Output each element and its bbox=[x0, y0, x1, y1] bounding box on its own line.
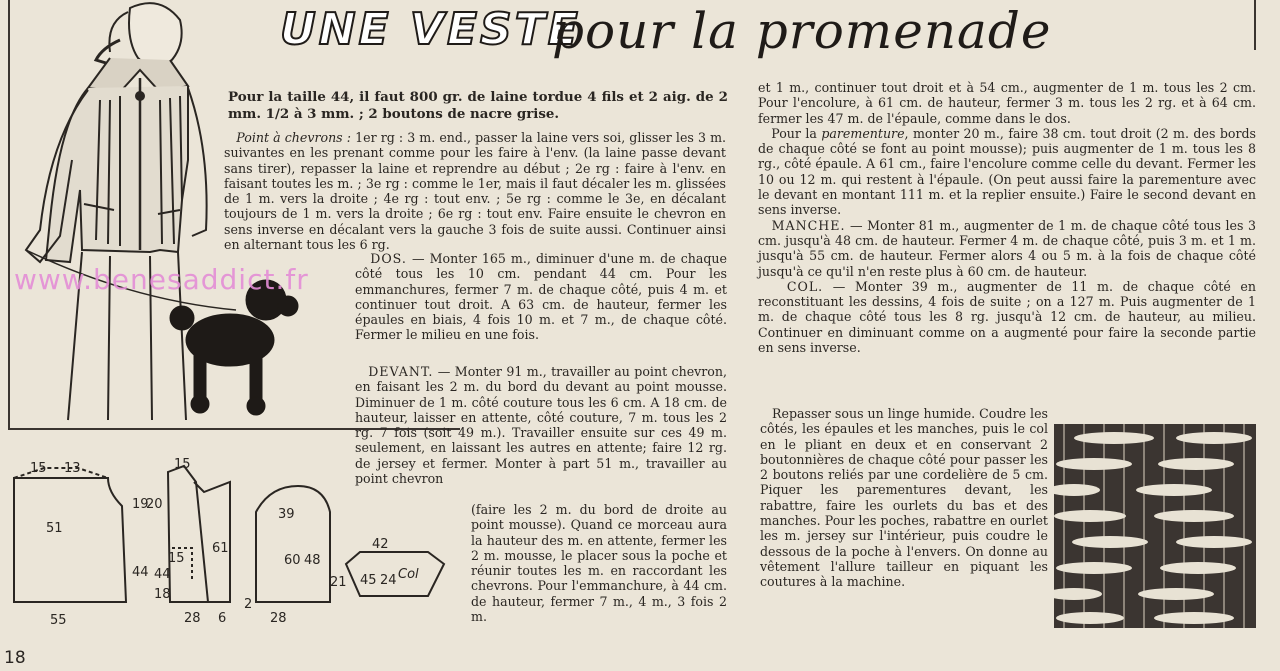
devant-dim-top: 15 bbox=[174, 457, 191, 472]
dos-dim-arm: 19 bbox=[132, 497, 149, 512]
title-pour-la-promenade: pour la promenade bbox=[552, 2, 1052, 60]
page-number: 18 bbox=[4, 648, 26, 668]
finishing-text: Repasser sous un linge humide. Coudre les côtés, les épaules et les manches, puis le col en le pliant en deux et en conservant 2 boutonnières de chaque côté pour passer les 2 boutons reliés par une cordelière de 5 cm. Piquer les parementures devant, les rabattre, faire les ourlets du bas et des manches. Pour les poches, rabattre en ourlet les m. jersey sur l'intérieur, puis coudre le dessous de la poche à l'envers. On donne au vêtement l'allure tailleur en piquant les coutures à la machine. bbox=[760, 406, 1048, 590]
devant-text: — Monter 91 m., travailler au point chevron, en faisant les 2 m. du bord du devant au point mousse. Diminuer de 1 m. côté couture tous les 6 cm. A 18 cm. de hauteur, laisser en attente, côté couture, 7 m. tous les 2 rg. 7 fois (soit 49 m.). Travailler ensuite sur ces 49 m. seulement, en laissant les autres en attente; faire 12 rg. de jersey et fermer. Monter à part 51 m., travailler au point chevron bbox=[355, 364, 727, 487]
title-une-veste: UNE VESTE bbox=[280, 4, 581, 55]
chevron-text: 1er rg : 3 m. end., passer la laine vers soi, glisser les 3 m. suivantes en les prenant comme pour les faire à l'env. (la laine passe devant sans tirer), repasser la laine et reprendre au début ; 2e rg : faire à l'env. en faisant toutes les m. ; 3e rg : comme le 1er, mais il faut décaler les m. glissées de 1 m. vers la droite ; 4e rg : tout env. ; 5e rg : comme le 3e, en décalant toujours de 1 m. vers la droite ; 6e rg : tout env. Faire ensuite le chevron en sens inverse en décalant vers la gauche 3 fois de suite aussi. Continuer ainsi en alternant tous les 6 rg. bbox=[224, 130, 727, 253]
dos-label: DOS. bbox=[370, 251, 407, 266]
dos-paragraph bbox=[355, 251, 727, 343]
devant-dim-bottom-a: 28 bbox=[184, 611, 201, 626]
col-text: — Monter 39 m., augmenter de 11 m. de chaque côté en reconstituant les dessins, 4 fois de suite ; on a 127 m. Puis augmenter de 1 m. de chaque côté tous les 8 rg. jusqu'à 12 cm. de hauteur, au milieu. Continuer en diminuant comme on a augmenté pour faire la seconde partie en sens inverse. bbox=[758, 278, 1256, 356]
devant-dim-side-b: 18 bbox=[154, 587, 171, 602]
col-dim-depth: 24 bbox=[380, 573, 397, 588]
manche-label: MANCHE. bbox=[771, 217, 846, 233]
dos-dim-top-mid: 13 bbox=[64, 461, 81, 476]
dos-dim-side: 44 bbox=[132, 565, 149, 580]
manche-dim-top: 39 bbox=[278, 507, 295, 522]
dos-dim-top-left: 15 bbox=[30, 461, 47, 476]
devant-dim-side-a: 44 bbox=[154, 567, 171, 582]
parementure-label: parementure bbox=[821, 125, 905, 141]
parementure-text-b: , monter 20 m., faire 38 cm. tout droit (2 m. des bords de chaque côté se font au point mousse); puis augmenter de 1 m. tous les 8 rg., côté épaule. A 61 cm., faire l'encolure comme celle du devant. Fermer les 10 ou 12 m. qui restent à l'épaule. (On peut aussi faire la parementure avec le devant en montant 111 m. et la replier ensuite.) Faire le second devant en sens inverse. bbox=[758, 125, 1257, 218]
col-label: COL. bbox=[786, 278, 824, 294]
col-dim-side: 21 bbox=[330, 575, 347, 590]
pattern-schematic bbox=[8, 452, 463, 632]
dos-text: — Monter 165 m., diminuer d'une m. de chaque côté tous les 10 cm. pendant 44 cm. Pour les emmanchures, fermer 7 m. de chaque côté, puis 4 m. et continuer tout droit. A 63 cm. de hauteur, fermer les épaules en biais, 4 fois 10 m. et 7 m., de chaque côté. Fermer le milieu en une fois. bbox=[355, 251, 727, 343]
parementure-text-a: Pour la bbox=[771, 125, 822, 141]
manche-dim-a: 60 bbox=[284, 553, 301, 568]
col-dim-top: 42 bbox=[372, 537, 389, 552]
manche-dim-side: 2 bbox=[244, 597, 253, 612]
col-label-text: Col bbox=[398, 567, 419, 582]
dos-dim-total: 20 bbox=[146, 497, 163, 512]
devant-label: DEVANT. bbox=[368, 364, 434, 379]
chevron-stitch-swatch bbox=[1054, 424, 1256, 628]
manche-dim-b: 48 bbox=[304, 553, 321, 568]
watermark: www.benesaddict.fr bbox=[14, 263, 309, 296]
dos-dim-width: 51 bbox=[46, 521, 63, 536]
manche-dim-bottom: 28 bbox=[270, 611, 287, 626]
chevron-stitch-paragraph bbox=[224, 130, 726, 252]
chevron-label: Point à chevrons : bbox=[236, 130, 351, 145]
devant-dim-pocket: 15 bbox=[168, 551, 185, 566]
frame-right-line bbox=[1254, 0, 1256, 50]
dos-dim-bottom: 55 bbox=[50, 613, 67, 628]
devant-dim-total: 61 bbox=[212, 541, 229, 556]
devant-end-text: et 1 m., continuer tout droit et à 54 cm., augmenter de 1 m. tous les 2 cm. Pour l'encolure, à 61 cm. de hauteur, fermer 3 m. tous les 2 rg. et à 64 cm. fermer les 47 m. de l'épaule, comme dans le dos. bbox=[758, 80, 1256, 126]
devant-paragraph-continued: (faire les 2 m. du bord de droite au point mousse). Quand ce morceau aura la hauteur des m. en attente, fermer les 2 m. mousse, le placer sous la poche et réunir toutes les m. en raccordant les chevrons. Pour l'emmanchure, à 44 cm. de hauteur, fermer 7 m., 4 m., 3 fois 2 m. bbox=[471, 502, 727, 625]
right-column bbox=[758, 80, 1256, 355]
manche-text: — Monter 81 m., augmenter de 1 m. de chaque côté tous les 3 cm. jusqu'à 48 cm. de hauteur. Fermer 4 m. de chaque côté, puis 3 m. et 1 m. jusqu'à 55 cm. de hauteur. Fermer alors 4 ou 5 m. à la fois de chaque côté jusqu'à ce qu'il n'en reste plus à 60 cm. de hauteur. bbox=[758, 217, 1257, 279]
devant-dim-bottom-b: 6 bbox=[218, 611, 227, 626]
materials-intro: Pour la taille 44, il faut 800 gr. de laine tordue 4 fils et 2 aig. de 2 mm. 1/2 à 3 mm. ; 2 boutons de nacre grise. bbox=[228, 89, 728, 122]
finishing-paragraph bbox=[760, 406, 1048, 590]
col-dim-width: 45 bbox=[360, 573, 377, 588]
